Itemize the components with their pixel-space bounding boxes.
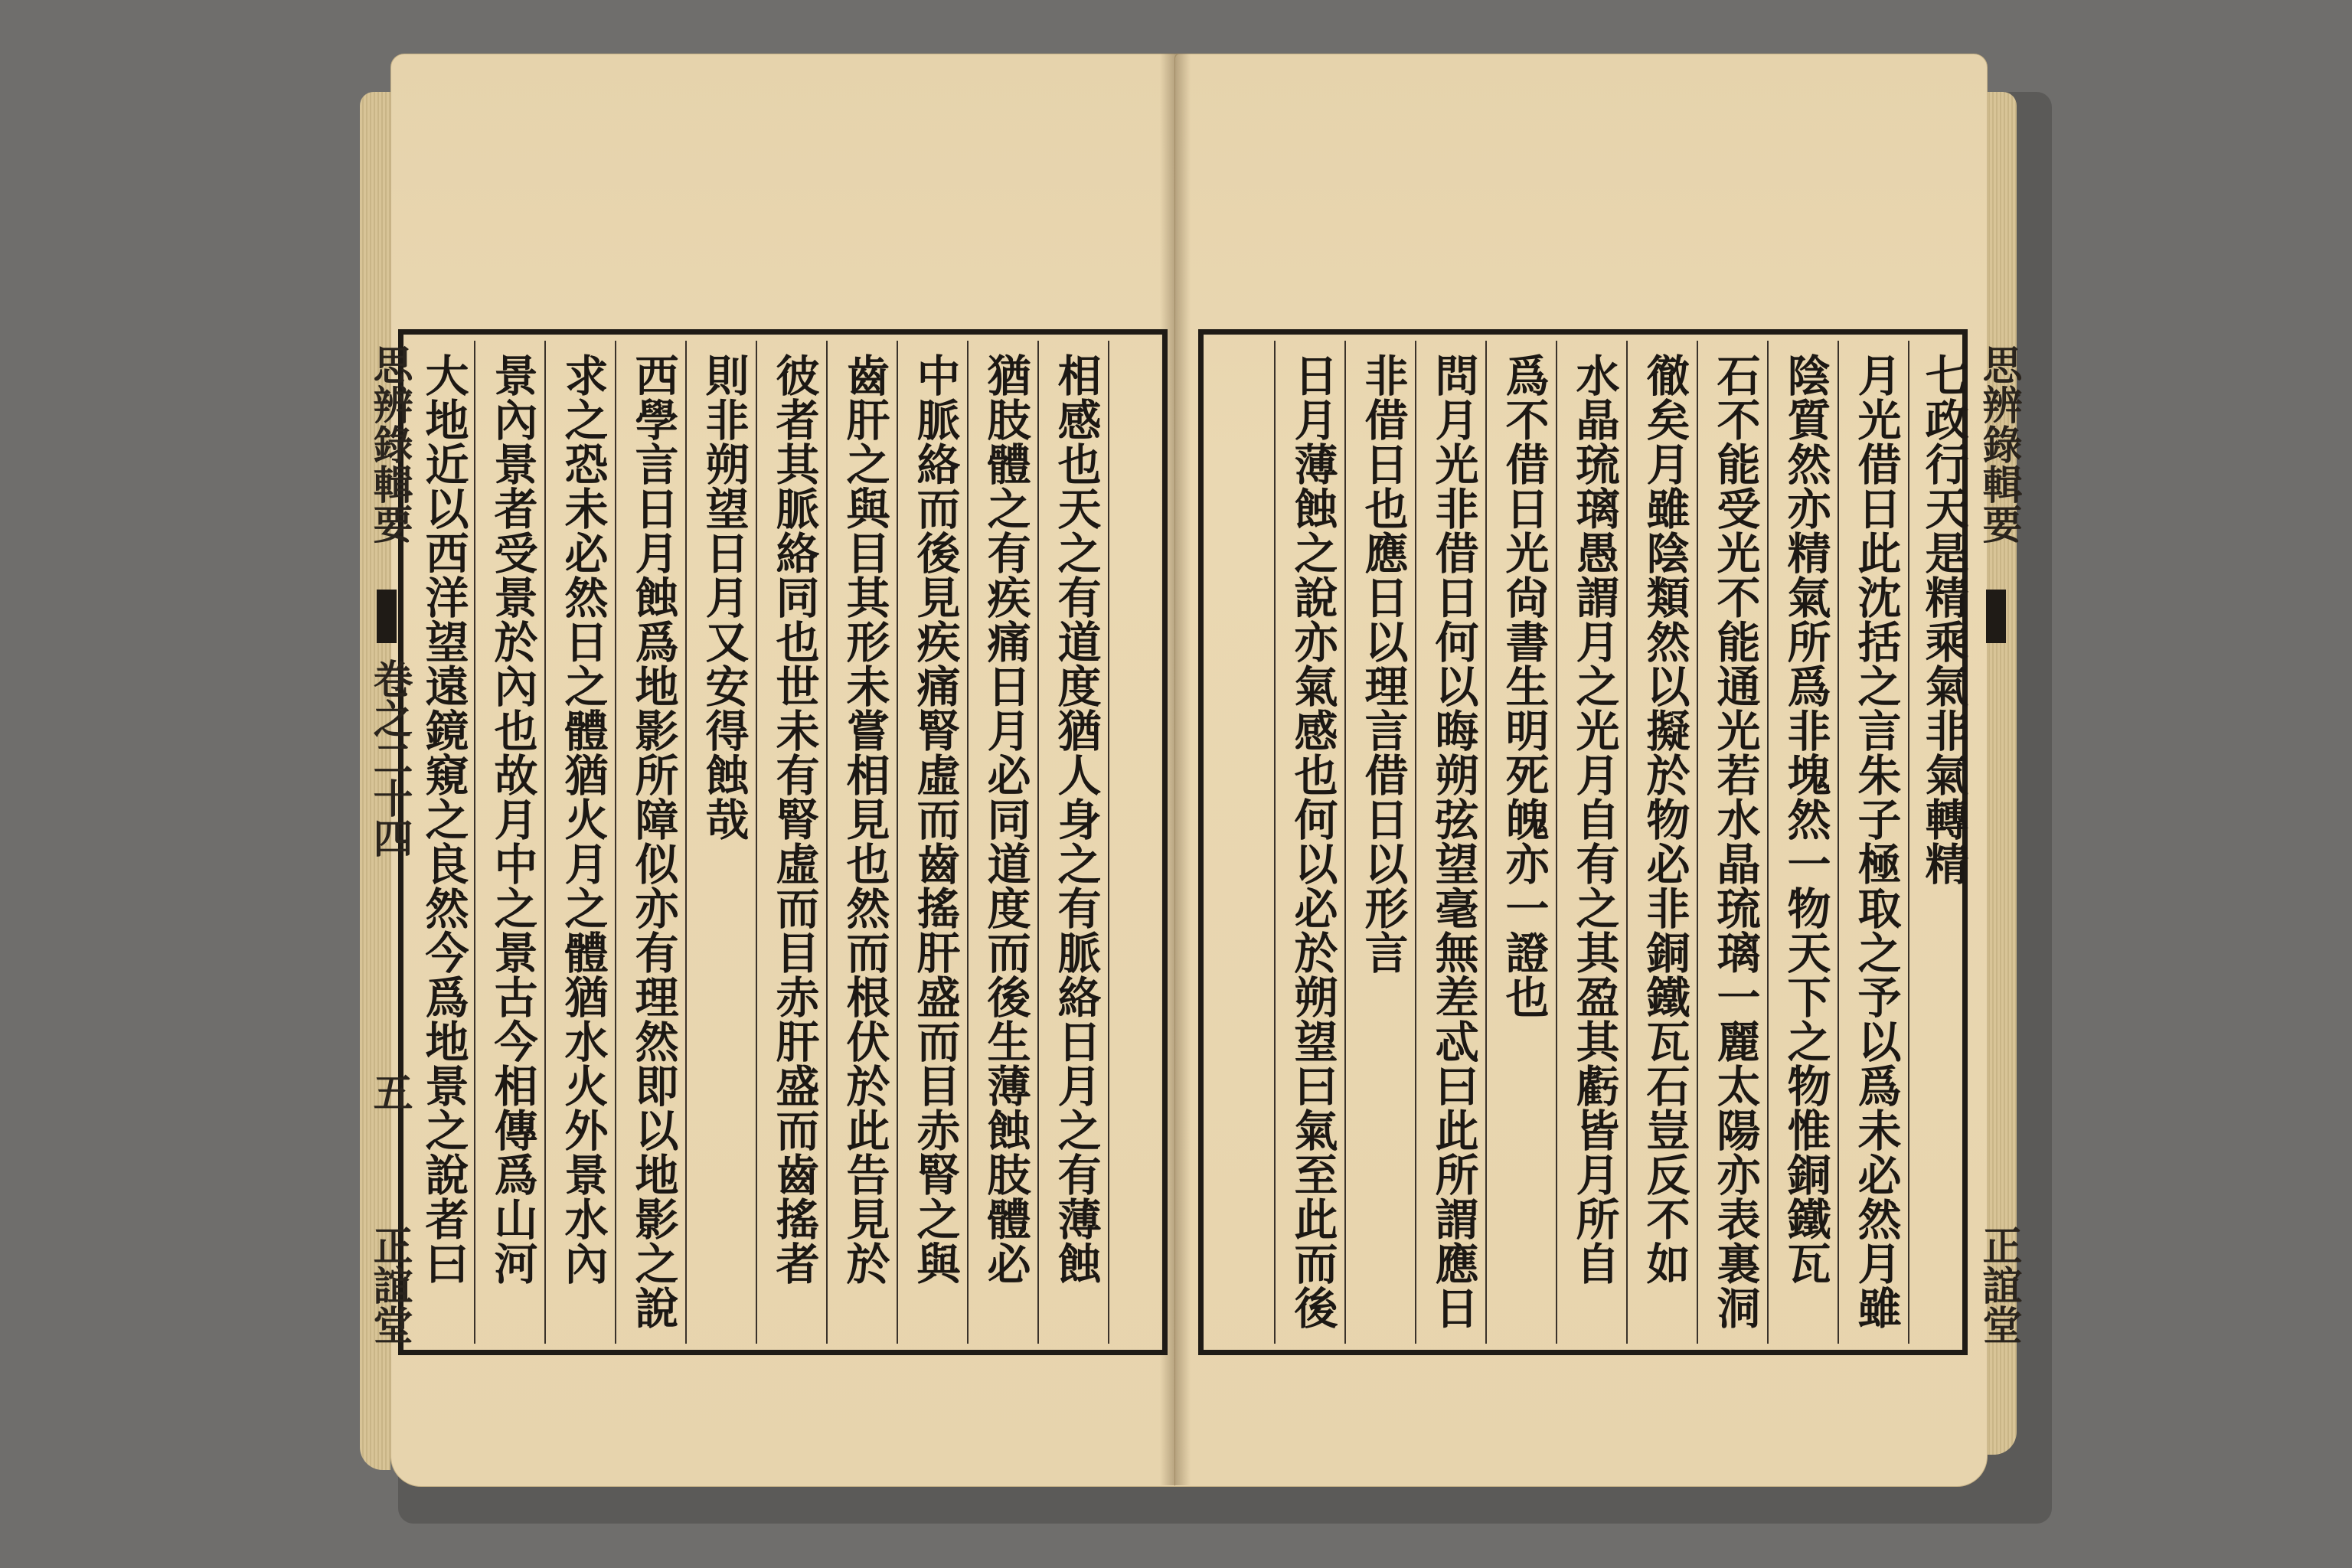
text-column: 爲不借日光尙書生明死魄亦一證也 [1498, 353, 1550, 1019]
left-margin-title: 思辨錄輯要 [366, 345, 413, 544]
column-rule [1626, 341, 1628, 1344]
column-rule [1767, 341, 1769, 1344]
right-margin-title: 思辨錄輯要 [1975, 345, 2022, 544]
column-rule [1556, 341, 1557, 1344]
fishtail-mark [1986, 590, 2006, 643]
column-rule [897, 341, 898, 1344]
right-text-frame [1198, 329, 1968, 1355]
column-rule [615, 341, 616, 1344]
text-column: 求之恐未必然日之體猶火月之體猶水火外景水內 [557, 353, 609, 1285]
text-column: 問月光非借日何以晦朔弦望毫無差忒曰此所謂應日 [1428, 353, 1479, 1330]
fishtail-mark [377, 590, 397, 643]
text-column: 中脈絡而後見疾痛腎虛而齒搖肝盛而目赤腎之與 [910, 353, 961, 1285]
left-margin-publisher: 正誼堂 [366, 1225, 413, 1344]
text-column: 大地近以西洋望遠鏡窺之良然今爲地景之說者曰 [418, 353, 469, 1285]
column-rule [1344, 341, 1346, 1344]
column-rule [544, 341, 546, 1344]
text-column: 非借日也應日以理言借日以形言 [1357, 353, 1409, 975]
open-book [360, 54, 2044, 1508]
column-rule [1908, 341, 1909, 1344]
column-rule [1697, 341, 1698, 1344]
column-rule [1485, 341, 1487, 1344]
column-rule [826, 341, 828, 1344]
text-column: 彼者其脈絡同也世未有腎虛而目赤肝盛而齒搖者 [769, 353, 820, 1285]
column-rule [967, 341, 969, 1344]
column-rule [1415, 341, 1416, 1344]
text-column: 日月薄蝕之說亦氣感也何以必於朔望曰氣至此而後 [1287, 353, 1338, 1330]
text-column: 猶肢體之有疾痛日月必同道度而後生薄蝕肢體必 [980, 353, 1031, 1285]
text-column: 則非朔望日月又安得蝕哉 [698, 353, 750, 841]
text-column: 石不能受光不能通光若水晶琉璃一麗太陽亦表裏洞 [1710, 353, 1761, 1330]
column-rule [1037, 341, 1039, 1344]
text-column: 相感也天之有道度猶人身之有脈絡日月之有薄蝕 [1050, 353, 1102, 1285]
left-margin-volume: 卷之二十四 [366, 658, 413, 858]
text-column: 景內景者受景於內也故月中之景古今相傳爲山河 [487, 353, 538, 1285]
text-column: 陰質然亦精氣所爲非塊然一物天下之物惟銅鐵瓦 [1780, 353, 1831, 1285]
text-column: 徹矣月雖陰類然以擬於物必非銅鐵瓦石豈反不如 [1639, 353, 1690, 1285]
column-rule [1838, 341, 1839, 1344]
text-column: 水晶琉璃愚謂月之光月自有之其盈其虧皆月所自 [1569, 353, 1620, 1285]
right-margin-publisher: 正誼堂 [1975, 1225, 2022, 1344]
text-column: 月光借日此沈括之言朱子極取之予以爲未必然月雖 [1851, 353, 1902, 1330]
text-column: 齒肝之與目其形未嘗相見也然而根伏於此告見於 [839, 353, 890, 1285]
column-rule [474, 341, 475, 1344]
column-rule [685, 341, 687, 1344]
text-column: 七政行天是精乘氣非氣轉精 [1918, 353, 1969, 886]
left-text-frame [398, 329, 1168, 1355]
column-rule [756, 341, 757, 1344]
text-column: 西學言日月蝕爲地影所障似亦有理然即以地影之說 [628, 353, 679, 1330]
left-margin-page: 五 [366, 1072, 413, 1112]
column-rule [1274, 341, 1276, 1344]
column-rule [1108, 341, 1109, 1344]
